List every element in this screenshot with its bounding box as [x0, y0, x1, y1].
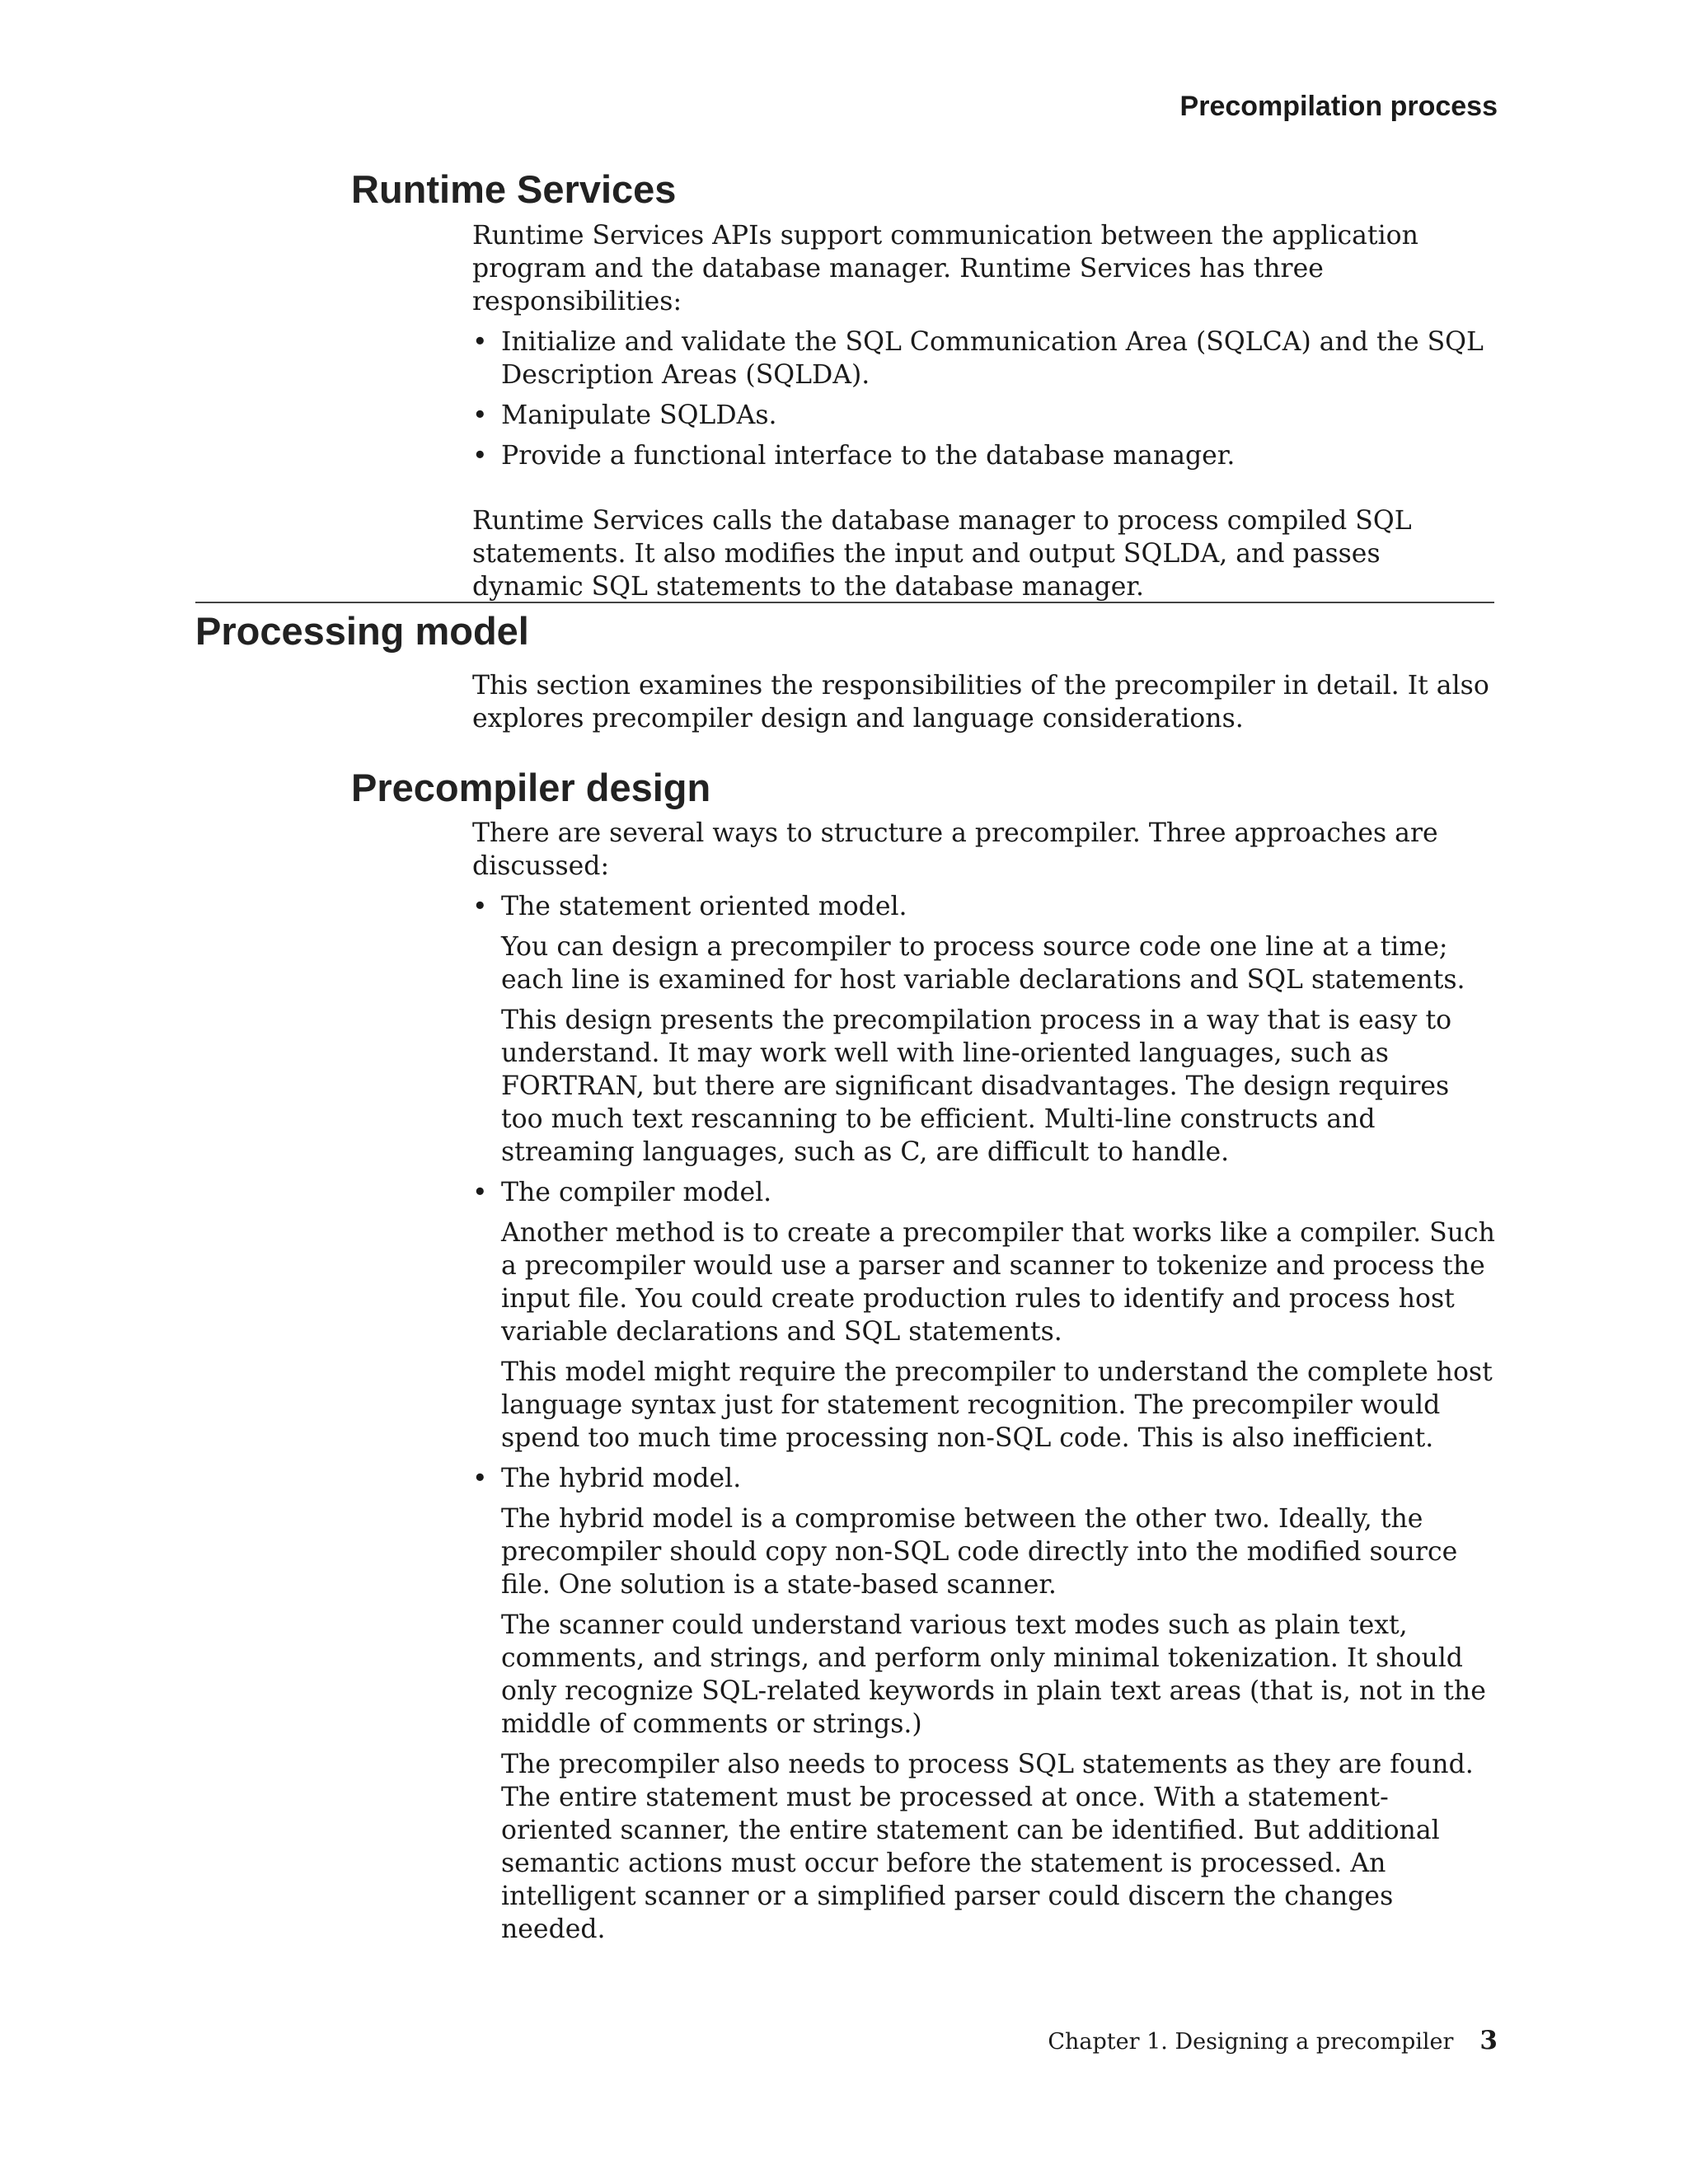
- model-paragraph: The scanner could understand various text modes such as plain text, comments, and strings, and perform only minimal tokenization. It should only recognize SQL-related keywords in plain text areas (that is, not in the middle of comments or strings.): [501, 1610, 1486, 1739]
- list-item: • Initialize and validate the SQL Communication Area (SQLCA) and the SQL Description Areas (SQLDA).: [472, 326, 1498, 391]
- list-item-compiler-model: [472, 1176, 1498, 1455]
- model-paragraph: This design presents the precompilation process in a way that is easy to understand. It may work well with line-oriented languages, such as FORTRAN, but there are significant disadvantages. The design requires too much text rescanning to be efficient. Multi-line constructs and streaming languages, such as C, are difficult to handle.: [501, 1005, 1452, 1167]
- runtime-services-body: [472, 219, 1498, 603]
- running-header: Precompilation process: [1179, 91, 1498, 122]
- model-title: • The hybrid model.: [501, 1464, 742, 1493]
- list-item: • Provide a functional interface to the database manager.: [472, 439, 1498, 472]
- runtime-services-closing: Runtime Services calls the database manager to process compiled SQL statements. It also modifies the input and output SQLDA, and passes dynamic SQL statements to the database manager.: [472, 506, 1412, 602]
- page-number: 3: [1479, 2026, 1498, 2055]
- precompiler-design-body: [472, 817, 1498, 1946]
- model-paragraph: You can design a precompiler to process source code one line at a time; each line is examined for host variable declarations and SQL statements.: [501, 932, 1465, 995]
- processing-model-body: [472, 669, 1498, 735]
- model-paragraph: The precompiler also needs to process SQL statements as they are found. The entire statement must be processed at once. With a statement-oriented scanner, the entire statement can be identified. But additional semantic actions must occur before the statement is processed. An intelligent scanner or a simplified parser could discern the changes needed.: [501, 1750, 1474, 1944]
- list-item-hybrid-model: [472, 1462, 1498, 1946]
- footer-chapter-title: Chapter 1. Designing a precompiler: [1048, 2029, 1454, 2055]
- model-title: • The statement oriented model.: [501, 892, 907, 921]
- section-divider: [195, 602, 1494, 603]
- precompiler-design-intro: There are several ways to structure a precompiler. Three approaches are discussed:: [472, 818, 1438, 881]
- list-item: • Manipulate SQLDAs.: [472, 399, 1498, 432]
- precompiler-models-list: [472, 890, 1498, 1946]
- runtime-services-intro: Runtime Services APIs support communication between the application program and the database manager. Runtime Services has three responsibilities:: [472, 221, 1418, 316]
- model-paragraph: Another method is to create a precompiler that works like a compiler. Such a precompiler would use a parser and scanner to tokenize and process the input file. You could create production rules to identify and process host variable declarations and SQL statements.: [501, 1218, 1495, 1347]
- model-paragraph: The hybrid model is a compromise between the other two. Ideally, the precompiler should copy non-SQL code directly into the modified source file. One solution is a state-based scanner.: [501, 1504, 1458, 1600]
- section-heading-processing-model: Processing model: [195, 609, 529, 653]
- section-heading-precompiler-design: Precompiler design: [351, 766, 711, 809]
- processing-model-intro: This section examines the responsibilities of the precompiler in detail. It also explores precompiler design and language considerations.: [472, 671, 1489, 733]
- section-heading-runtime-services: Runtime Services: [351, 167, 677, 211]
- model-title: • The compiler model.: [501, 1178, 772, 1207]
- list-item-statement-model: [472, 890, 1498, 1169]
- model-paragraph: This model might require the precompiler to understand the complete host language syntax just for statement recognition. The precompiler would spend too much time processing non-SQL code. This is also inefficient.: [501, 1357, 1493, 1453]
- page-footer: [1048, 2026, 1498, 2055]
- runtime-services-list: [472, 326, 1498, 472]
